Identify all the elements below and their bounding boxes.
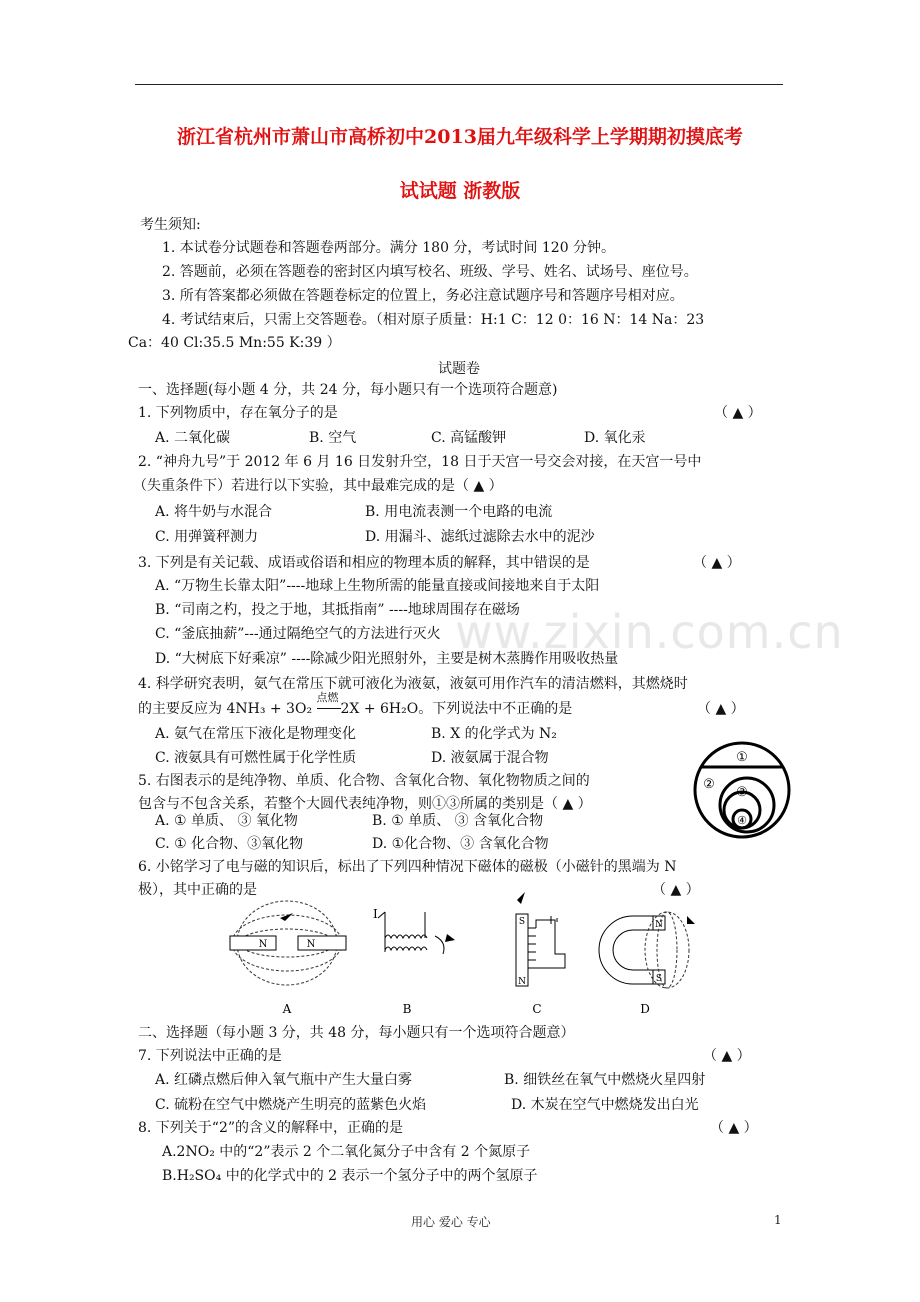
page-number: 1	[774, 1213, 782, 1227]
q2-stem-line-1: 2. “神舟九号”于 2012 年 6 月 16 日发射升空，18 日于天宫一号交会对接，在天宫一号中	[138, 454, 702, 470]
q4-option-b: B. X 的化学式为 N₂	[431, 726, 557, 742]
q4-option-d: D. 液氨属于混合物	[431, 750, 549, 766]
q6-figure-b	[373, 907, 455, 1016]
q6-label-c: C	[532, 1002, 542, 1016]
q4-reaction-condition: 点燃	[316, 691, 339, 704]
q6-b-current-label: I	[373, 907, 378, 921]
q1-option-a: A. 二氧化碳	[155, 430, 231, 446]
q7-option-d: D. 木炭在空气中燃烧发出白光	[511, 1097, 699, 1113]
q3-option-b: B. “司南之杓，投之于地，其抵指南” ----地球周围存在磁场	[155, 602, 520, 618]
q2-option-c: C. 用弹簧秤测力	[155, 529, 259, 545]
q6-label-a: A	[282, 1002, 292, 1016]
q4-option-a: A. 氨气在常压下液化是物理变化	[155, 726, 357, 742]
q5-set-diagram	[692, 740, 792, 840]
q4-equation-right: 2X + 6H₂O。下列说法中不正确的是	[340, 701, 573, 717]
notice-item-3: 3. 所有答案都必须做在答题卷标定的位置上，务必注意试题序号和答题序号相对应。	[162, 288, 684, 304]
q5-label-2: ②	[703, 777, 715, 792]
q5-stem-line-2: 包含与不包含关系，若整个大圆代表纯净物，则①③所属的类别是（ ▲ ）	[138, 796, 592, 812]
q5-option-b: B. ① 单质、 ③ 含氧化合物	[372, 813, 544, 829]
q2-option-b: B. 用电流表测一个电路的电流	[365, 504, 553, 520]
q3-option-d: D. “大树底下好乘凉” ----除减少阳光照射外，主要是树木蒸腾作用吸收热量	[155, 651, 619, 667]
q7-option-a: A. 红磷点燃后伸入氧气瓶中产生大量白雾	[155, 1072, 413, 1088]
q4-answer-mark: （ ▲ ）	[697, 701, 745, 717]
section-2-heading: 二、选择题（每小题 3 分，共 48 分，每小题只有一个选项符合题意）	[138, 1025, 575, 1041]
q2-option-a: A. 将牛奶与水混合	[155, 504, 273, 520]
q6-figure-c	[516, 892, 565, 1016]
q6-figure-a	[230, 901, 346, 1016]
notice-item-1: 1. 本试卷分试题卷和答题卷两部分。满分 180 分，考试时间 120 分钟。	[162, 240, 616, 256]
q5-label-3: ③	[736, 785, 748, 800]
q5-option-c: C. ① 化合物、③氧化物	[155, 836, 304, 852]
q1-option-d: D. 氧化汞	[584, 430, 646, 446]
q6-label-d: D	[640, 1002, 650, 1016]
q6-d-pole-top: N	[655, 920, 663, 930]
q5-option-a: A. ① 单质、 ③ 氧化物	[155, 813, 298, 829]
q6-answer-mark: （ ▲ ）	[652, 882, 700, 898]
q6-figure-d	[599, 912, 695, 1016]
q4-option-c: C. 液氨具有可燃性属于化学性质	[155, 750, 357, 766]
q8-stem: 8. 下列关于“2”的含义的解释中，正确的是	[138, 1120, 404, 1136]
q1-option-b: B. 空气	[309, 430, 357, 446]
footer-motto: 用心 爱心 专心	[411, 1215, 491, 1229]
notice-item-4-cont: Ca：40 Cl:35.5 Mn:55 K:39 ）	[128, 335, 341, 351]
q1-option-c: C. 高锰酸钾	[431, 430, 507, 446]
q7-option-b: B. 细铁丝在氧气中燃烧火星四射	[504, 1072, 706, 1088]
q8-option-b: B.H₂SO₄ 中的化学式中的 2 表示一个氢分子中的两个氢原子	[162, 1168, 538, 1184]
q1-stem: 1. 下列物质中，存在氧分子的是	[138, 405, 338, 421]
q8-answer-mark: （ ▲ ）	[710, 1120, 758, 1136]
q6-stem-line-2: 极），其中正确的是	[138, 882, 257, 898]
q3-stem: 3. 下列是有关记载、成语或俗语和相应的物理本质的解释，其中错误的是	[138, 555, 590, 571]
q3-option-c: C. “釜底抽薪”---通过隔绝空气的方法进行灭火	[155, 626, 441, 642]
q5-option-d: D. ①化合物、③ 含氧化合物	[372, 836, 549, 852]
q6-d-pole-bottom: S	[655, 974, 663, 984]
paper-label: 试题卷	[438, 361, 480, 377]
q6-c-pole-bottom: N	[518, 977, 526, 987]
q6-a-pole-right: N	[306, 939, 316, 950]
exam-title-line-1: 浙江省杭州市萧山市高桥初中2013届九年级科学上学期期初摸底考	[177, 126, 743, 148]
watermark: ww.zixin.com.cn	[455, 605, 844, 659]
q6-label-b: B	[402, 1002, 412, 1016]
section-1-heading: 一、选择题(每小题 4 分，共 24 分，每小题只有一个选项符合题意)	[138, 382, 558, 398]
q4-equation-left: 的主要反应为 4NH₃ + 3O₂	[138, 701, 317, 717]
notice-item-2: 2. 答题前，必须在答题卷的密封区内填写校名、班级、学号、姓名、试场号、座位号。	[162, 264, 698, 280]
q6-stem-line-1: 6. 小铭学习了电与磁的知识后，标出了下列四种情况下磁体的磁极（小磁针的黑端为 N	[138, 859, 677, 875]
header-rule	[135, 84, 783, 85]
q4-reaction-arrow	[316, 691, 341, 718]
exam-title-line-2: 试试题 浙教版	[399, 180, 521, 202]
q3-answer-mark: （ ▲ ）	[693, 555, 741, 571]
q8-option-a: A.2NO₂ 中的“2”表示 2 个二氧化氮分子中含有 2 个氮原子	[162, 1144, 531, 1160]
notice-item-4: 4. 考试结束后，只需上交答题卷。（相对原子质量：H:1 C：12 0：16 N：14 Na：23	[162, 312, 705, 328]
q7-option-c: C. 硫粉在空气中燃烧产生明亮的蓝紫色火焰	[155, 1097, 427, 1113]
q6-magnet-figures	[225, 888, 705, 1018]
q7-answer-mark: （ ▲ ）	[703, 1048, 751, 1064]
q6-a-pole-left: N	[258, 939, 268, 950]
q5-label-4: ④	[737, 814, 747, 827]
q6-c-pole-top: S	[518, 917, 526, 927]
q2-option-d: D. 用漏斗、滤纸过滤除去水中的泥沙	[365, 529, 595, 545]
q5-label-1: ①	[736, 750, 748, 765]
q5-stem-line-1: 5. 右图表示的是纯净物、单质、化合物、含氧化合物、氧化物物质之间的	[138, 773, 590, 789]
notice-heading: 考生须知:	[140, 217, 201, 233]
q3-option-a: A. “万物生长靠太阳”----地球上生物所需的能量直接或间接地来自于太阳	[155, 578, 600, 594]
q2-stem-line-2: （失重条件下）若进行以下实验，其中最难完成的是（ ▲ ）	[133, 478, 503, 494]
q4-stem-line-1: 4. 科学研究表明，氨气在常压下就可液化为液氨，液氨可用作汽车的清洁燃料，其燃烧时	[138, 676, 688, 692]
q4-stem-line-2	[138, 691, 573, 718]
q7-stem: 7. 下列说法中正确的是	[138, 1048, 282, 1064]
q1-answer-mark: （ ▲ ）	[714, 405, 762, 421]
